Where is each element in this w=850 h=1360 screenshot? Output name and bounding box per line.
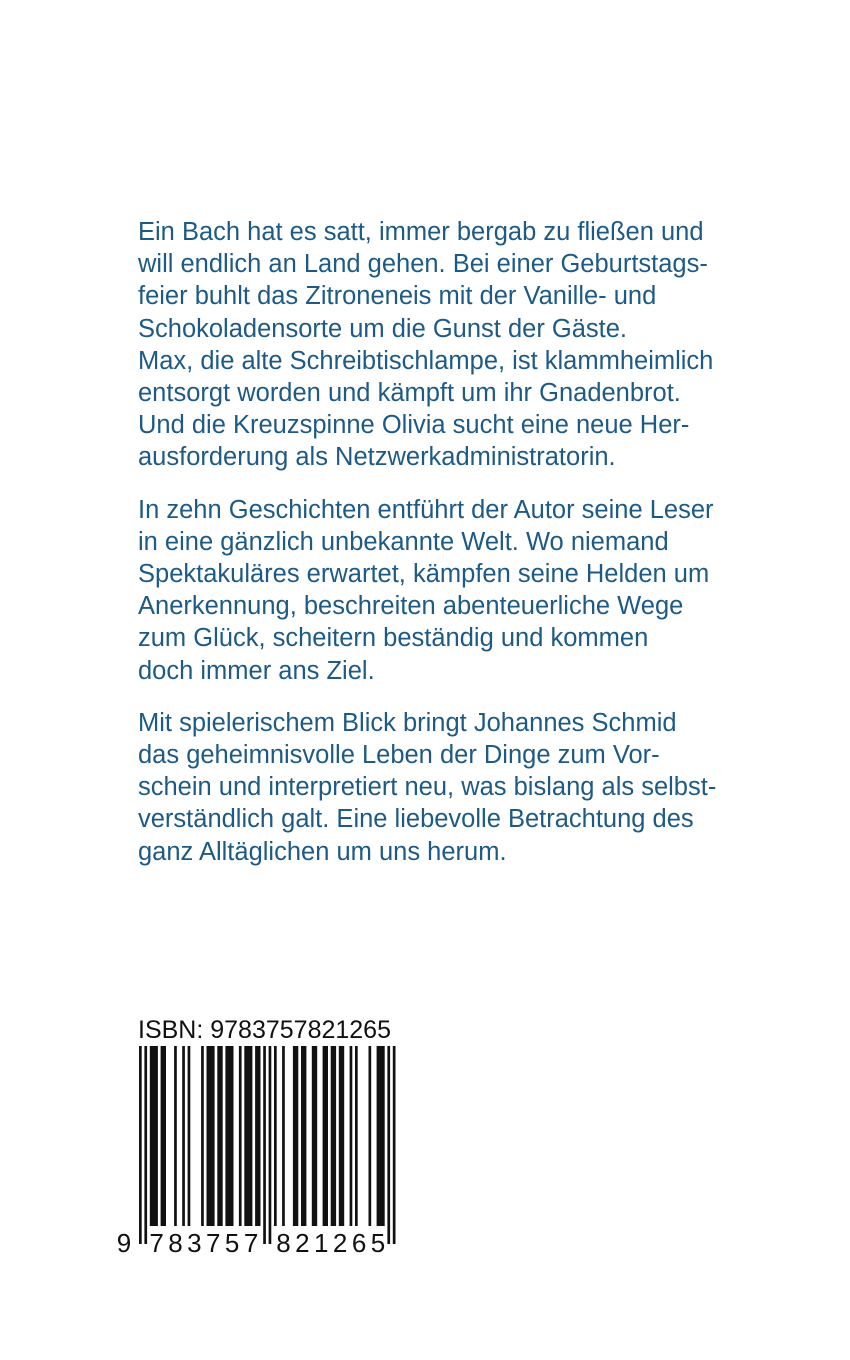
- barcode-digit: 1: [314, 1228, 329, 1258]
- barcode-digit: 6: [351, 1228, 367, 1258]
- blurb-paragraph-2: [138, 494, 738, 687]
- barcode-bar: [377, 1046, 385, 1226]
- barcode-guard-bar: [393, 1046, 396, 1244]
- barcode-bar: [182, 1046, 185, 1226]
- blurb-line: entsorgt worden und kämpft um ihr Gnadenbrot.: [138, 379, 681, 408]
- barcode-bar: [161, 1046, 166, 1226]
- barcode-bars: [139, 1046, 396, 1244]
- barcode-guard-bar: [387, 1046, 390, 1244]
- blurb-line: Schokoladensorte um die Gunst der Gäste.: [138, 314, 628, 343]
- blurb-line: Ein Bach hat es satt, immer bergab zu fließen und: [138, 218, 704, 246]
- barcode-bar: [282, 1046, 285, 1226]
- barcode-bar: [225, 1046, 233, 1226]
- barcode-bar: [369, 1046, 372, 1226]
- blurb-line: Mit spielerischem Blick bringt Johannes Schmid: [138, 708, 677, 737]
- barcode-digits: [117, 1228, 385, 1258]
- blurb-line: In zehn Geschichten entführt der Autor seine Leser: [138, 495, 714, 524]
- barcode-bar: [150, 1046, 158, 1226]
- barcode-bar: [293, 1046, 298, 1226]
- blurb-line: Max, die alte Schreibtischlampe, ist klammheimlich: [138, 346, 714, 375]
- barcode-bar: [255, 1046, 260, 1226]
- barcode-bar: [301, 1046, 306, 1226]
- blurb-line: Anerkennung, beschreiten abenteuerliche Wege: [138, 592, 684, 621]
- barcode-guard-bar: [263, 1046, 266, 1244]
- blurb-line: das geheimnisvolle Leben der Dinge zum Vor-: [138, 741, 660, 770]
- barcode-digit: 7: [243, 1228, 259, 1258]
- barcode-bar: [312, 1046, 317, 1226]
- barcode-digit: 5: [370, 1228, 386, 1258]
- blurb-line: in eine gänzlich unbekannte Welt. Wo niemand: [138, 527, 669, 556]
- barcode-bar: [339, 1046, 344, 1226]
- barcode-bar: [274, 1046, 277, 1226]
- back-cover-blurb: [138, 216, 738, 888]
- barcode-digit: 7: [206, 1228, 221, 1258]
- barcode-bar: [207, 1046, 215, 1226]
- isbn-label: ISBN: 9783757821265: [138, 1016, 391, 1044]
- blurb-paragraph-1: [138, 216, 738, 474]
- barcode-bar: [350, 1046, 353, 1226]
- blurb-line: verständlich galt. Eine liebevolle Betrachtung des: [138, 805, 694, 834]
- barcode-digit: 5: [224, 1228, 240, 1258]
- blurb-line: Und die Kreuzspinne Olivia sucht eine neue Her-: [138, 411, 690, 440]
- blurb-line: doch immer ans Ziel.: [138, 656, 375, 685]
- barcode-bar: [174, 1046, 177, 1226]
- blurb-line: Spektakuläres erwartet, kämpfen seine Helden um: [138, 560, 710, 589]
- blurb-line: feier buhlt das Zitroneneis mit der Vanille- und: [138, 282, 657, 311]
- barcode-digit: 2: [295, 1228, 310, 1258]
- barcode-bar: [323, 1046, 328, 1226]
- barcode-digit: 2: [332, 1228, 348, 1258]
- barcode-digit: 3: [187, 1228, 202, 1258]
- barcode-digit: 9: [116, 1228, 132, 1258]
- barcode-guard-bar: [144, 1046, 147, 1244]
- blurb-line: ganz Alltäglichen um uns herum.: [138, 837, 507, 866]
- blurb-line: zum Glück, scheitern beständig und kommen: [138, 624, 649, 653]
- barcode-digit: 8: [168, 1228, 183, 1258]
- barcode-guard-bar: [269, 1046, 272, 1244]
- barcode-digit: 8: [276, 1228, 291, 1258]
- isbn-barcode: [115, 1046, 405, 1258]
- barcode-guard-bar: [139, 1046, 142, 1244]
- barcode-bar: [188, 1046, 191, 1226]
- barcode-digit: 7: [149, 1228, 164, 1258]
- barcode-bar: [331, 1046, 336, 1226]
- barcode-bar: [201, 1046, 204, 1226]
- barcode-bar: [239, 1046, 242, 1226]
- barcode-bar: [244, 1046, 252, 1226]
- barcode-bar: [217, 1046, 222, 1226]
- blurb-line: ausforderung als Netzwerkadministratorin.: [138, 443, 616, 472]
- blurb-line: will endlich an Land gehen. Bei einer Geburtstags-: [138, 250, 708, 279]
- barcode-bar: [355, 1046, 358, 1226]
- blurb-paragraph-3: [138, 707, 738, 868]
- blurb-line: schein und interpretiert neu, was bislang als selbst-: [138, 773, 717, 802]
